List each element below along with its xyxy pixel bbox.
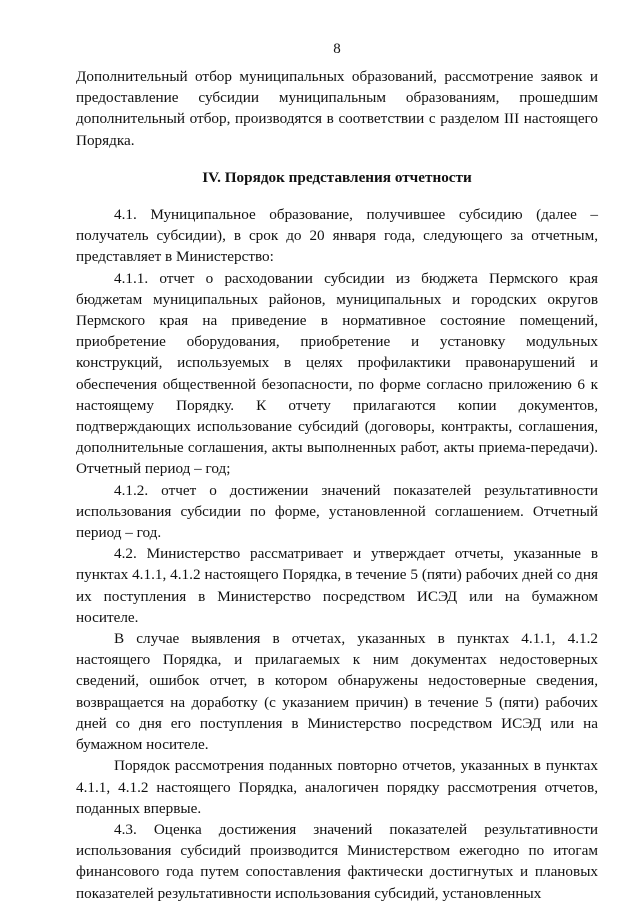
paragraph-4-1-1: 4.1.1. отчет о расходовании субсидии из бюджета Пермского края бюджетам муниципальных районов, муниципальных и городских округов Пермского края на приведение в нормативное состояние помещений, приобретение оборудования, приобретение и установку модульных конструкций, используемых в целях профилактики правонарушений и обеспечения общественной безопасности, по форме согласно приложению 6 к настоящему Порядку. К отчету прилагаются копии документов, подтверждающих использование субсидий (договоры, контракты, соглашения, дополнительные соглашения, акты выполненных работ, акты приема-передачи). Отчетный период – год;: [76, 269, 598, 478]
page-number: 8: [333, 41, 341, 57]
paragraph-4-1: 4.1. Муниципальное образование, получившее субсидию (далее – получатель субсидии), в срок до 20 января года, следующего за отчетным, представляет в Министерство:: [76, 206, 598, 266]
intro-paragraph: Дополнительный отбор муниципальных образований, рассмотрение заявок и предоставление субсидии муниципальным образованиям, прошедшим дополнительный отбор, производятся в соответствии с разделом III настоящего Порядка.: [76, 68, 598, 149]
paragraph-resubmission: Порядок рассмотрения поданных повторно отчетов, указанных в пунктах 4.1.1, 4.1.2 настоящего Порядка, аналогичен порядку рассмотрения отчетов, поданных впервые.: [76, 757, 598, 817]
paragraph-4-2: 4.2. Министерство рассматривает и утверждает отчеты, указанные в пунктах 4.1.1, 4.1.2 настоящего Порядка, в течение 5 (пяти) рабочих дней со дня их поступления в Министерство посредством ИСЭД или на бумажном носителе.: [76, 545, 598, 626]
paragraph-4-3: 4.3. Оценка достижения значений показателей результативности использования субсидий производится Министерством ежегодно по итогам финансового года путем сопоставления фактически достигнутых и плановых показателей результативности использования субсидий, установленных: [76, 820, 598, 902]
paragraph-errors-return: В случае выявления в отчетах, указанных в пунктах 4.1.1, 4.1.2 настоящего Порядка, и прилагаемых к ним документах недостоверных сведений, ошибок отчет, в котором обнаружены недостоверные сведения, возвращается на доработку (с указанием причин) в течение 5 (пяти) рабочих дней со дня его поступления в Министерство посредством ИСЭД или на бумажном носителе.: [76, 630, 598, 754]
paragraph-4-1-2: 4.1.2. отчет о достижении значений показателей результативности использования субсидии по форме, установленной соглашением. Отчетный период – год.: [76, 481, 598, 542]
section-heading: IV. Порядок представления отчетности: [202, 168, 472, 186]
